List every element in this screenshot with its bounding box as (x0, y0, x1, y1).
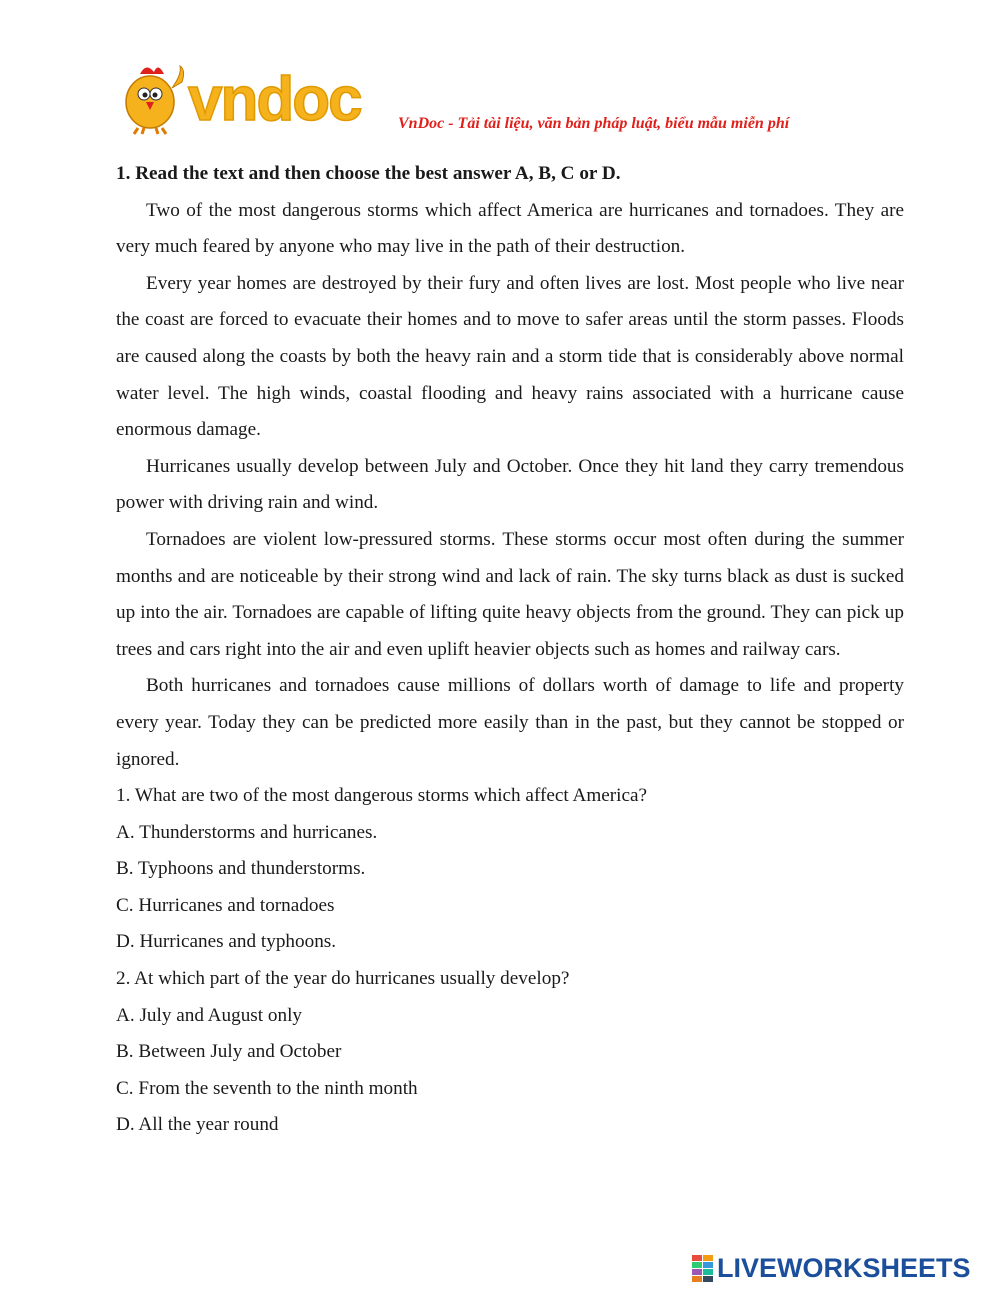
question-1-option-b[interactable]: B. Typhoons and thunderstorms. (116, 858, 366, 880)
question-2: 2. At which part of the year do hurricanes usually develop? (116, 968, 570, 990)
icon-block (692, 1262, 702, 1268)
icon-block (692, 1276, 702, 1282)
svg-text:vndoc: vndoc (188, 65, 361, 134)
icon-block (692, 1269, 702, 1275)
chicken-mascot-icon (126, 66, 184, 134)
question-1-option-a[interactable]: A. Thunderstorms and hurricanes. (116, 821, 378, 843)
icon-block (703, 1269, 713, 1275)
paragraph-4: Tornadoes are violent low-pressured storms. These storms occur most often during the summer months and are noticeable by their strong wind and lack of rain. The sky turns black as dust is sucked up into the air. Tornadoes are capable of lifting quite heavy objects from the ground. They can pick up trees and cars right into the air and even uplift heavier objects such as homes and railway cars. (116, 528, 904, 660)
liveworksheets-brand (692, 1252, 971, 1284)
exercise-heading: 1. Read the text and then choose the best answer A, B, C or D. (116, 163, 621, 184)
paragraph-1: Two of the most dangerous storms which affect America are hurricanes and tornadoes. They are very much feared by anyone who may live in the path of their destruction. (116, 199, 904, 258)
question-2-option-b[interactable]: B. Between July and October (116, 1041, 342, 1063)
liveworksheets-wordmark: LIVEWORKSHEETS (717, 1252, 971, 1283)
question-2-option-d[interactable]: D. All the year round (116, 1114, 279, 1136)
worksheet-content (116, 156, 904, 1144)
vndoc-logo (118, 58, 388, 136)
paragraph-5: Both hurricanes and tornadoes cause millions of dollars worth of damage to life and property every year. Today they can be predicted more easily than in the past, but they cannot be stopped or ignored. (116, 675, 904, 770)
page-header (118, 58, 918, 138)
icon-block (703, 1262, 713, 1268)
icon-block (692, 1255, 702, 1261)
paragraph-2: Every year homes are destroyed by their fury and often lives are lost. Most people who live near the coast are forced to evacuate their homes and to move to safer areas until the storm passes. Floods are caused along the coasts by both the heavy rain and a storm tide that is considerably above normal water level. The high winds, coastal flooding and heavy rains associated with a hurricane cause enormous damage. (116, 272, 904, 441)
liveworksheets-logo-icon (692, 1255, 714, 1281)
question-2-option-a[interactable]: A. July and August only (116, 1004, 303, 1026)
question-2-option-c[interactable]: C. From the seventh to the ninth month (116, 1077, 418, 1099)
paragraph-3: Hurricanes usually develop between July and October. Once they hit land they carry tremendous power with driving rain and wind. (116, 455, 904, 514)
header-tagline: VnDoc - Tải tài liệu, văn bản pháp luật, biểu mẫu miễn phí (398, 115, 790, 132)
icon-block (703, 1276, 713, 1282)
icon-block (703, 1255, 713, 1261)
question-1: 1. What are two of the most dangerous storms which affect America? (116, 785, 648, 807)
question-1-option-c[interactable]: C. Hurricanes and tornadoes (116, 894, 335, 916)
question-1-option-d[interactable]: D. Hurricanes and typhoons. (116, 931, 337, 953)
